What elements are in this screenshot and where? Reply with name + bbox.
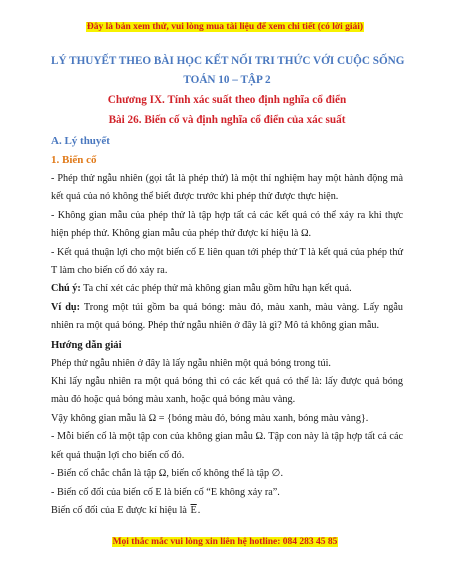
- solution-line-3: Vậy không gian mẫu là Ω = {bóng màu đỏ, bóng màu xanh, bóng màu vàng}.: [51, 412, 369, 424]
- paragraph-favorable-outcome: - Kết quả thuận lợi cho một biến cố E liên quan tới phép thử T là kết quả của phép thử T làm cho biến cố đó xảy ra.: [51, 246, 403, 277]
- note-text: Ta chỉ xét các phép thử mà không gian mẫu gồm hữu hạn kết quả.: [80, 283, 352, 295]
- subsection-heading-1: 1. Biến cố: [51, 154, 97, 166]
- bottom-banner-text: Mọi thắc mắc vui lòng xin liên hệ hotline: 084 283 45 85: [112, 537, 338, 547]
- document-title: LÝ THUYẾT THEO BÀI HỌC KẾT NỐI TRI THỨC VỚI CUỘC SỐNG: [51, 55, 405, 67]
- paragraph-complement-event: - Biến cố đối của biến cố E là biến cố “E không xảy ra”.: [51, 486, 280, 498]
- complement-notation-end: .: [197, 504, 201, 516]
- paragraph-note: [51, 280, 403, 298]
- paragraph-example: [51, 299, 403, 336]
- note-label: Chú ý:: [51, 283, 81, 295]
- complement-notation-text: Biến cố đối của E được kí hiệu là: [51, 504, 190, 516]
- chapter-heading: Chương IX. Tính xác suất theo định nghĩa cổ điển: [107, 94, 347, 106]
- paragraph-certain-impossible: - Biến cố chắc chắn là tập Ω, biến cố không thể là tập ∅.: [51, 468, 283, 480]
- document-subtitle: TOÁN 10 – TẬP 2: [183, 74, 271, 86]
- solution-line-1: Phép thử ngẫu nhiên ở đây là lấy ngẫu nhiên một quả bóng trong túi.: [51, 357, 331, 369]
- top-preview-banner: [0, 22, 450, 32]
- complement-symbol: $\overline{E}$: [190, 504, 197, 516]
- paragraph-sample-space: - Không gian mẫu của phép thử là tập hợp tất cả các kết quả có thể xảy ra khi thực hiện phép thử. Không gian mẫu của phép thử được kí hiệu là Ω.: [51, 209, 403, 240]
- section-heading-a: A. Lý thuyết: [51, 135, 110, 147]
- solution-line-2: Khi lấy ngẫu nhiên ra một quả bóng thì có các kết quả có thể là: lấy được quả bóng màu đỏ hoặc quả bóng màu xanh, hoặc quả bóng màu vàng.: [51, 376, 403, 406]
- example-text: Trong một túi gồm ba quả bóng: màu đỏ, màu xanh, màu vàng. Lấy ngẫu nhiên ra một quả bóng. Phép thử ngẫu nhiên ở đây là gì? Mô tả không gian mẫu.: [51, 301, 403, 332]
- paragraph-complement-notation: [51, 502, 403, 520]
- lesson-heading: Bài 26. Biến cố và định nghĩa cổ điển của xác suất: [108, 114, 346, 126]
- top-banner-text: Đây là bản xem thử, vui lòng mua tài liệu để xem chi tiết (có lời giải): [86, 22, 364, 32]
- solution-heading: Hướng dẫn giải: [51, 339, 122, 351]
- paragraph-random-experiment: - Phép thử ngẫu nhiên (gọi tắt là phép thử) là một thí nghiệm hay một hành động mà kết quả của nó không thể biết được trước khi phép thử được thực hiện.: [51, 173, 403, 203]
- paragraph-event-subset: - Mỗi biến cố là một tập con của không gian mẫu Ω. Tập con này là tập hợp tất cả các kết quả thuận lợi cho biến cố đó.: [51, 431, 403, 461]
- bottom-hotline-banner: [0, 537, 450, 547]
- document-body: [51, 52, 403, 520]
- example-label: Ví dụ:: [51, 301, 80, 313]
